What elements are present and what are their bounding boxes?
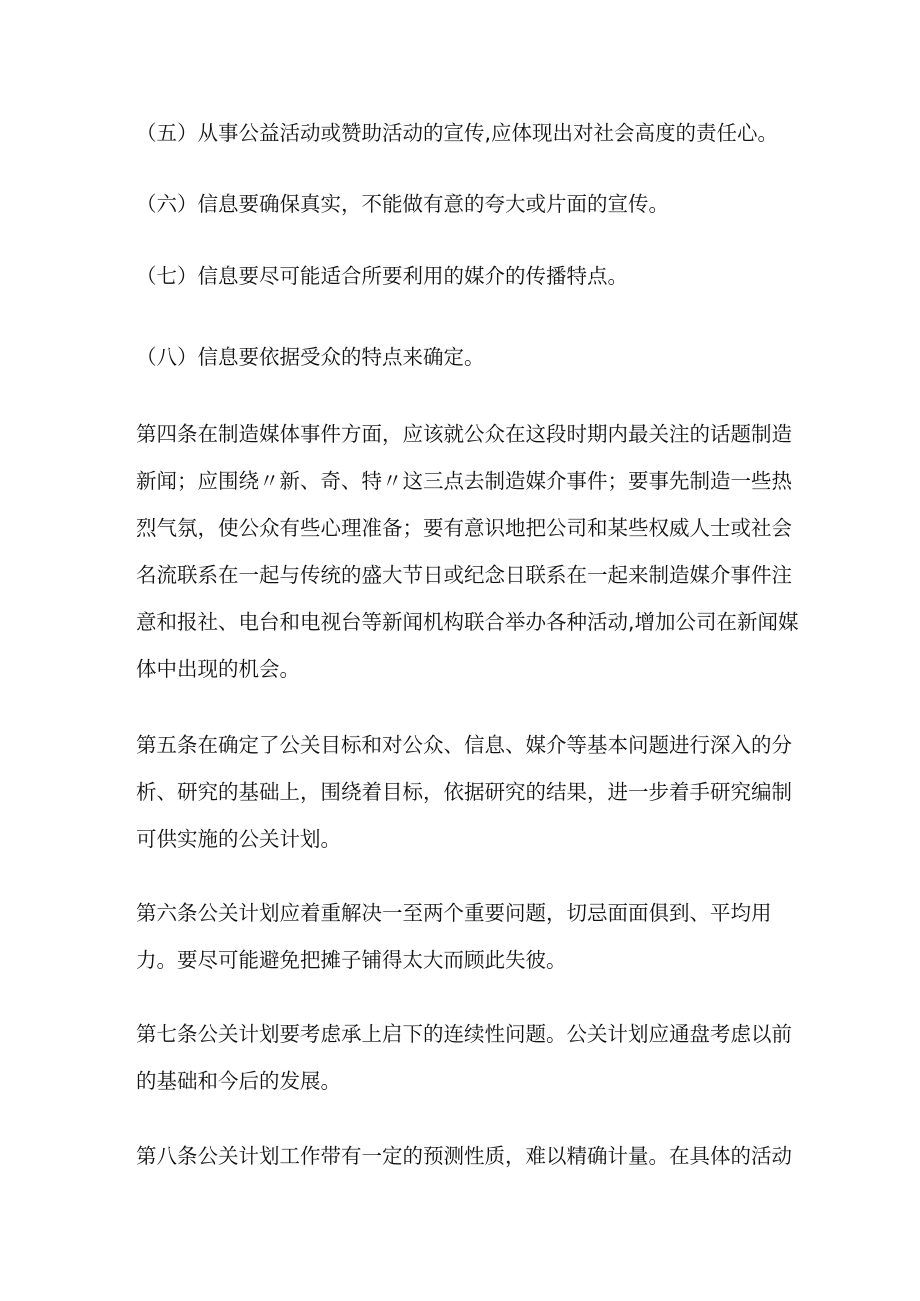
paragraph-article-7: 第七条公关计划要考虑承上启下的连续性问题。公关计划应通盘考虑以前的基础和今后的发展。 <box>136 1022 792 1093</box>
paragraph-item-8: （八）信息要依据受众的特点来确定。 <box>136 345 485 369</box>
paragraph-item-6: （六）信息要确保真实，不能做有意的夸大或片面的宣传。 <box>136 192 669 216</box>
paragraph-article-5: 第五条在确定了公关目标和对公众、信息、媒介等基本问题进行深入的分析、研究的基础上，围绕着目标，依据研究的结果，进一步着手研究编制可供实施的公关计划。 <box>136 733 792 851</box>
paragraph-article-8: 第八条公关计划工作带有一定的预测性质，难以精确计量。在具体的活动 <box>136 1144 792 1168</box>
paragraph-article-6: 第六条公关计划应着重解决一至两个重要问题，切忌面面俱到、平均用力。要尽可能避免把摊子铺得太大而顾此失彼。 <box>136 901 772 972</box>
paragraph-article-4: 第四条在制造媒体事件方面，应该就公众在这段时期内最关注的话题制造新闻；应围绕〃新、奇、特〃这三点去制造媒介事件；要事先制造一些热烈气氛，使公众有些心理准备；要有意识地把公司和某些权威人士或社会名流联系在一起与传统的盛大节日或纪念日联系在一起来制造媒介事件注意和报社、电台和电视台等新闻机构联合举办各种活动,增加公司在新闻媒体中出现的机会。 <box>136 422 799 681</box>
paragraph-item-7: （七）信息要尽可能适合所要利用的媒介的传播特点。 <box>136 264 628 288</box>
paragraph-item-5: （五）从事公益活动或赞助活动的宣传,应体现出对社会高度的责任心。 <box>136 121 779 145</box>
